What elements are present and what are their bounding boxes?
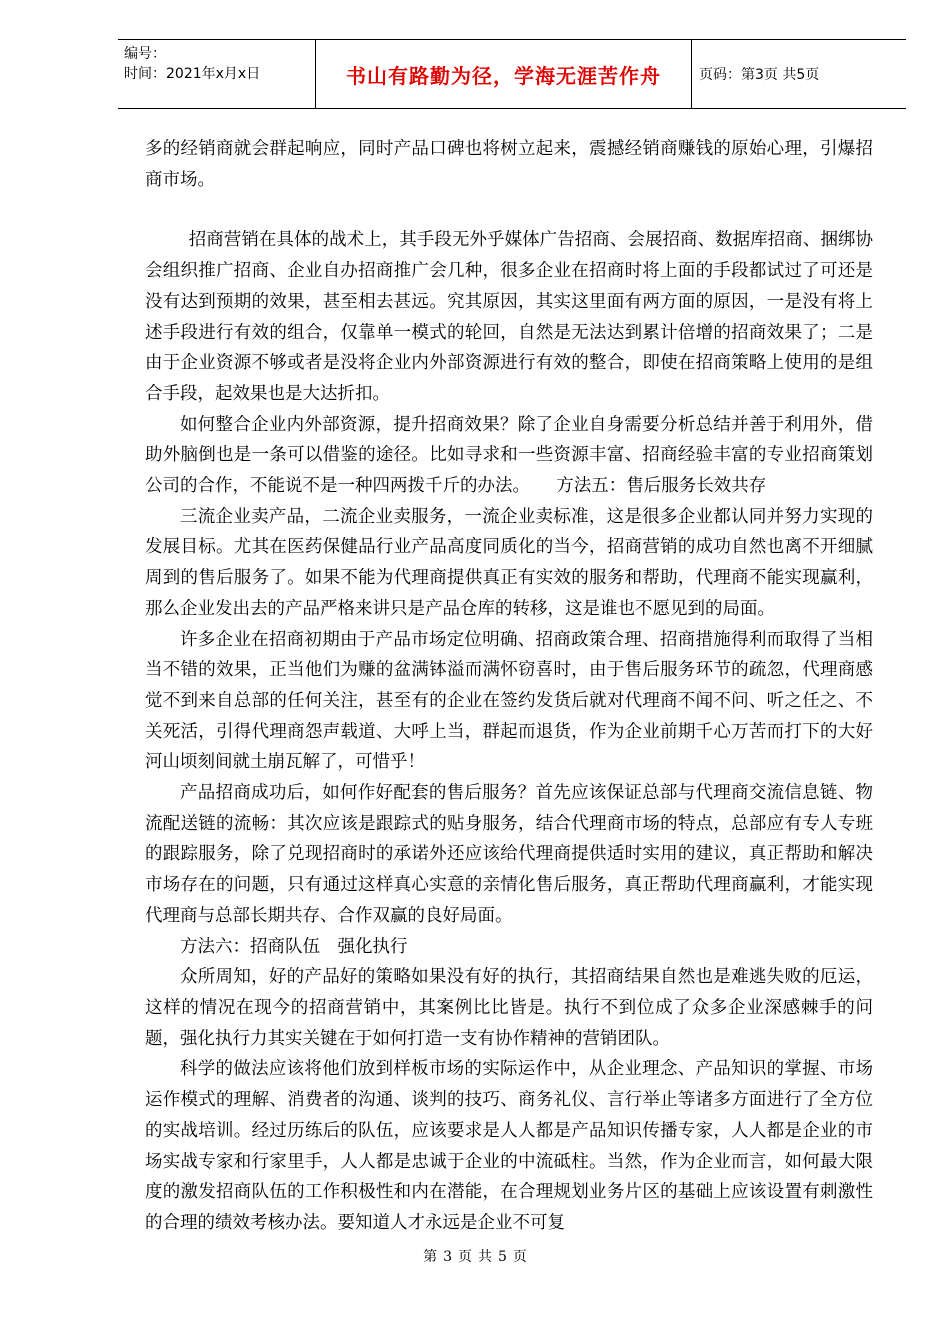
header-page-info: 页码：第3页 共5页 [699,67,820,83]
paragraph: 招商营销在具体的战术上，其手段无外乎媒体广告招商、会展招商、数据库招商、捆绑协会组织推广招商、企业自办招商推广会几种，很多企业在招商时将上面的手段都试过了可还是没有达到预期的效果，甚至相去甚远。究其原因，其实这里面有两方面的原因，一是没有将上述手段进行有效的组合，仅靠单一模式的轮回，自然是无法达到累计倍增的招商效果了；二是由于企业资源不够或者是没将企业内外部资源进行有效的整合，即使在招商策略上使用的是组合手段，起效果也是大达折扣。 [145,230,873,404]
document-number-label: 编号： [124,46,166,62]
footer-total-pages: 5 [498,1249,507,1265]
paragraph: 许多企业在招商初期由于产品市场定位明确、招商政策合理、招商措施得利而取得了当相当不错的效果，正当他们为赚的盆满钵溢而满怀窃喜时，由于售后服务环节的疏忽，代理商感觉不到来自总部的任何关注，甚至有的企业在签约发货后就对代理商不闻不问、听之任之、不关死活，引得代理商怨声载道、大呼上当，群起而退货，作为企业前期千心万苦而打下的大好河山顷刻间就土崩瓦解了，可惜乎！ [145,629,873,773]
footer-text: 第 [423,1249,438,1265]
paragraph: 众所周知，好的产品好的策略如果没有好的执行，其招商结果自然也是难逃失败的厄运，这样的情况在现今的招商营销中，其案例比比皆是。执行不到位成了众多企业深感棘手的问题，强化执行力其实关键在于如何打造一支有协作精神的营销团队。 [145,967,873,1049]
header-motto: 书山有路勤为径，学海无涯苦作舟 [346,63,661,88]
paragraph: 产品招商成功后，如何作好配套的售后服务？首先应该保证总部与代理商交流信息链、物流配送链的流畅：其次应该是跟踪式的贴身服务，结合代理商市场的特点，总部应有专人专班的跟踪服务，除了兑现招商时的承诺外还应该给代理商提供适时实用的建议，真正帮助和解决市场存在的问题，只有通过这样真心实意的亲情化售后服务，真正帮助代理商赢利，才能实现代理商与总部长期共存、合作双赢的良好局面。 [145,783,873,926]
paragraph: 科学的做法应该将他们放到样板市场的实际运作中，从企业理念、产品知识的掌握、市场运作模式的理解、消费者的沟通、谈判的技巧、商务礼仪、言行举止等诸多方面进行了全方位的实战培训。经过历练后的队伍，应该要求是人人都是产品知识传播专家，人人都是企业的市场实战专家和行家里手，人人都是忠诚于企业的中流砥柱。当然，作为企业而言，如何最大限度的激发招商队伍的工作积极性和内在潜能，在合理规划业务片区的基础上应该设置有刺激性的合理的绩效考核办法。要知道人才永远是企业不可复 [145,1059,873,1233]
section-heading: 方法六：招商队伍 强化执行 [180,936,408,957]
paragraph: 如何整合企业内外部资源，提升招商效果？除了企业自身需要分析总结并善于利用外，借助外脑倒也是一条可以借鉴的途径。比如寻求和一些资源丰富、招商经验丰富的专业招商策划公司的合作，不能说不是一种四两拨千斤的办法。 方法五：售后服务长效共存 [145,414,873,497]
paragraph-gap [145,195,873,225]
document-time-label: 时间：2021年x月x日 [124,66,261,82]
document-body [145,134,873,1239]
footer-text: 页 [512,1249,527,1265]
header-page-info-cell [692,40,906,108]
footer-text: 页 [458,1249,472,1265]
paragraph: 三流企业卖产品，二流企业卖服务，一流企业卖标准，这是很多企业都认同并努力实现的发展目标。尤其在医药保健品行业产品高度同质化的当今，招商营销的成功自然也离不开细腻周到的售后服务了。如果不能为代理商提供真正有实效的服务和帮助，代理商不能实现赢利，那么企业发出去的产品严格来讲只是产品仓库的转移，这是谁也不愿见到的局面。 [145,506,873,619]
paragraph: 多的经销商就会群起响应，同时产品口碑也将树立起来，震撼经销商赚钱的原始心理，引爆招商市场。 [145,139,873,190]
footer-page-number: 3 [443,1249,452,1265]
footer-text: 共 [478,1249,492,1265]
page-header [118,39,906,109]
page-footer [0,1246,950,1266]
header-meta [118,40,316,108]
header-motto-cell [316,40,692,108]
